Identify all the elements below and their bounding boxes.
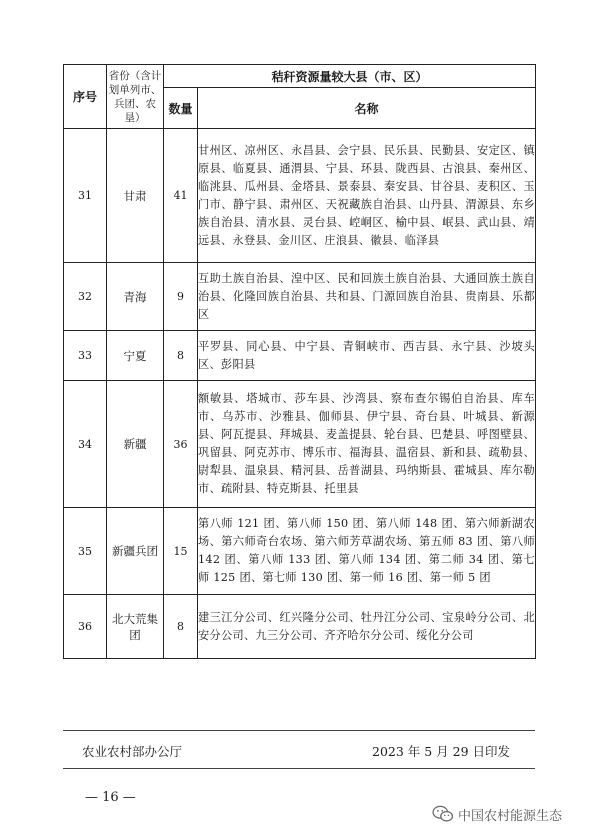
watermark	[432, 803, 562, 825]
row-names: 平罗县、同心县、中宁县、青铜峡市、西吉县、永宁县、沙坡头区、彭阳县	[198, 331, 536, 381]
row-province: 青海	[107, 263, 164, 331]
header-count: 数量	[164, 88, 198, 129]
footer-issuer: 农业农村部办公厅	[82, 744, 183, 759]
wechat-icon	[432, 805, 454, 823]
table-row	[64, 263, 536, 331]
row-names: 第八师 121 团、第八师 150 团、第八师 148 团、第六师新湖农场、第六师奇台农场、第六师芳草湖农场、第五师 83 团、第八师 142 团、第八师 133 团、第八师 134 团、第二师 34 团、第七师 125 团、第七师 130 团、第一师 16 团、第一师 5 团	[198, 508, 536, 595]
row-province: 宁夏	[107, 331, 164, 381]
row-no: 31	[64, 129, 107, 263]
straw-county-table	[63, 64, 536, 659]
header-group: 秸秆资源量较大县（市、区）	[164, 65, 536, 88]
row-count: 8	[164, 331, 198, 381]
row-province: 甘肃	[107, 129, 164, 263]
row-province: 新疆	[107, 381, 164, 508]
row-count: 15	[164, 508, 198, 595]
row-count: 36	[164, 381, 198, 508]
row-province: 北大荒集团	[107, 595, 164, 659]
table-row	[64, 508, 536, 595]
footer-top-rule	[63, 730, 535, 731]
header-name: 名称	[198, 88, 536, 129]
table-row	[64, 331, 536, 381]
footer-date: 2023 年 5 月 29 日印发	[372, 744, 511, 759]
footer-bottom-rule	[63, 768, 535, 769]
table-row	[64, 595, 536, 659]
row-count: 41	[164, 129, 198, 263]
row-no: 32	[64, 263, 107, 331]
row-no: 36	[64, 595, 107, 659]
row-names: 互助土族自治县、湟中区、民和回族土族自治县、大通回族土族自治县、化隆回族自治县、共和县、门源回族自治县、贵南县、乐都区	[198, 263, 536, 331]
watermark-text: 中国农村能源生态	[458, 808, 563, 824]
page-number: — 16 —	[85, 790, 136, 805]
table-row	[64, 381, 536, 508]
row-no: 35	[64, 508, 107, 595]
row-names: 建三江分公司、红兴隆分公司、牡丹江分公司、宝泉岭分公司、北安分公司、九三分公司、齐齐哈尔分公司、绥化分公司	[198, 595, 536, 659]
row-no: 34	[64, 381, 107, 508]
row-count: 8	[164, 595, 198, 659]
table-row	[64, 129, 536, 263]
row-province: 新疆兵团	[107, 508, 164, 595]
row-count: 9	[164, 263, 198, 331]
row-names: 甘州区、凉州区、永昌县、会宁县、民乐县、民勤县、安定区、镇原县、临夏县、通渭县、宁县、环县、陇西县、古浪县、秦州区、临洮县、瓜州县、金塔县、景泰县、秦安县、甘谷县、麦积区、玉门市、静宁县、肃州区、天祝藏族自治县、山丹县、渭源县、东乡族自治县、清水县、灵台县、崆峒区、榆中县、岷县、武山县、靖远县、永登县、金川区、庄浪县、徽县、临泽县	[198, 129, 536, 263]
header-province: 省份（含计划单列市、兵团、农垦）	[107, 65, 164, 129]
row-names: 额敏县、塔城市、莎车县、沙湾县、察布查尔锡伯自治县、库车市、乌苏市、沙雅县、伽师县、伊宁县、奇台县、叶城县、新源县、阿瓦提县、拜城县、麦盖提县、轮台县、巴楚县、呼图壁县、巩留县、阿克苏市、博乐市、福海县、温宿县、新和县、疏勒县、尉犁县、温泉县、精河县、岳普湖县、玛纳斯县、霍城县、库尔勒市、疏附县、特克斯县、托里县	[198, 381, 536, 508]
header-no: 序号	[64, 65, 107, 129]
row-no: 33	[64, 331, 107, 381]
